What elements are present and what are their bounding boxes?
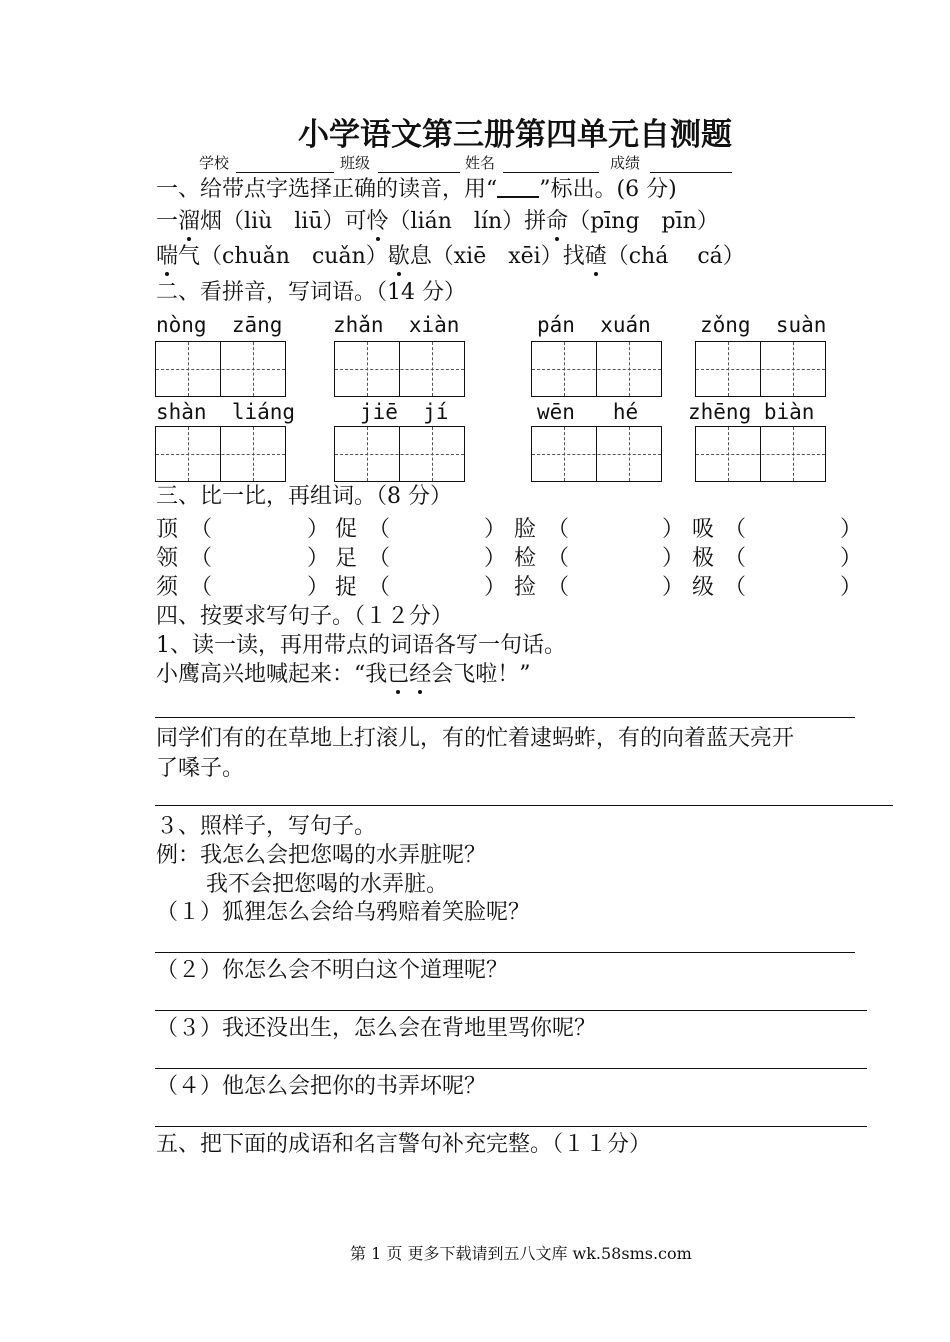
dotted-char: 歇: [387, 244, 410, 269]
compare-char: 须: [156, 575, 179, 600]
paren-close: ）: [662, 517, 685, 542]
dotted-char: 已: [387, 662, 410, 687]
answer-line[interactable]: [155, 1068, 867, 1069]
paren-open: （: [368, 517, 391, 542]
q2-line2: 了嗓子。: [156, 756, 245, 781]
paren-close: ）: [307, 517, 330, 542]
q2-line1: 同学们有的在草地上打滚儿，有的忙着逮蚂蚱，有的向着蓝天亮开: [156, 726, 795, 751]
page-title: 小学语文第三册第四单元自测题: [298, 117, 732, 153]
paren-open: （: [190, 546, 213, 571]
paren-close: ）: [484, 575, 507, 600]
section2-heading: 二、看拼音，写词语。（14 分）: [156, 280, 466, 305]
answer-line[interactable]: [155, 717, 855, 718]
dotted-char: 碴: [584, 244, 607, 269]
score-blank[interactable]: [650, 154, 732, 173]
paren-close: ）: [840, 517, 863, 542]
paren-close: ）: [307, 546, 330, 571]
page-footer: 第 1 页 更多下载请到五八文库 wk.58sms.com: [350, 1244, 692, 1263]
paren-close: ）: [307, 575, 330, 600]
writing-grid[interactable]: [155, 341, 286, 397]
compare-char: 吸: [692, 517, 715, 542]
paren-close: ）: [484, 517, 507, 542]
pinyin-4: zǒng suàn: [700, 313, 827, 337]
mark-underline-sample: [497, 176, 539, 198]
name-blank[interactable]: [503, 154, 599, 173]
example-question: 例：我怎么会把您喝的水弄脏呢？: [156, 843, 487, 868]
paren-close: ）: [662, 546, 685, 571]
writing-grid[interactable]: [334, 341, 465, 397]
paren-open: （: [547, 546, 570, 571]
q1-sentence: 小鹰高兴地喊起来：“我已经会飞啦！”: [156, 662, 531, 687]
paren-open: （: [190, 517, 213, 542]
class-blank[interactable]: [378, 154, 460, 173]
section4-heading: 四、按要求写句子。（１２分）: [156, 604, 454, 629]
compare-char: 检: [514, 546, 537, 571]
compare-char: 足: [335, 546, 358, 571]
answer-line[interactable]: [155, 952, 855, 953]
paren-open: （: [368, 546, 391, 571]
writing-grid[interactable]: [695, 426, 826, 482]
compare-char: 捉: [335, 575, 358, 600]
section5-heading: 五、把下面的成语和名言警句补充完整。（１１分）: [156, 1132, 652, 1157]
writing-grid[interactable]: [695, 341, 826, 397]
dotted-char: 喘: [156, 244, 179, 269]
paren-close: ）: [662, 575, 685, 600]
dotted-char: 怜: [366, 209, 389, 234]
dotted-char: 溜: [178, 209, 201, 234]
paren-close: ）: [840, 546, 863, 571]
pinyin-2: zhǎn xiàn: [333, 313, 460, 337]
pinyin-5: shàn liáng: [156, 400, 296, 424]
dotted-char: 命: [546, 209, 569, 234]
pinyin-7: wēn hé: [537, 400, 639, 424]
school-label: 学校: [199, 154, 230, 172]
score-label: 成绩: [610, 154, 641, 172]
paren-open: （: [547, 517, 570, 542]
section1-row2: 喘气（chuǎn cuǎn）歇息（xiē xēi）找碴（chá cá）: [156, 244, 745, 269]
paren-open: （: [368, 575, 391, 600]
paren-close: ）: [484, 546, 507, 571]
compare-char: 顶: [156, 517, 179, 542]
writing-grid[interactable]: [155, 426, 286, 482]
pinyin-6: jiē jí: [360, 400, 449, 424]
q1-instruction: 1、读一读，再用带点的词语各写一句话。: [156, 633, 566, 658]
q3-instruction: ３、照样子，写句子。: [156, 814, 377, 839]
section1-row1: 一溜烟（liù liū）可怜（lián lín）拼命（pīng pīn）: [156, 209, 719, 234]
name-label: 姓名: [465, 154, 496, 172]
pinyin-1: nòng zāng: [156, 313, 283, 337]
section3-heading: 三、比一比，再组词。（8 分）: [156, 484, 452, 509]
answer-line[interactable]: [155, 805, 893, 806]
pinyin-8: zhēng biàn: [688, 400, 815, 424]
section1-heading: 一、给带点字选择正确的读音，用“ ”标出。(6 分): [156, 177, 677, 202]
writing-grid[interactable]: [334, 426, 465, 482]
item-1: （１）狐狸怎么会给乌鸦赔着笑脸呢？: [156, 900, 531, 925]
answer-line[interactable]: [155, 1126, 867, 1127]
compare-char: 脸: [514, 517, 537, 542]
answer-line[interactable]: [155, 1010, 867, 1011]
writing-grid[interactable]: [531, 426, 662, 482]
paren-open: （: [190, 575, 213, 600]
pinyin-3: pán xuán: [537, 313, 651, 337]
item-4: （４）他怎么会把你的书弄坏呢？: [156, 1074, 487, 1099]
paren-open: （: [724, 546, 747, 571]
paren-open: （: [724, 575, 747, 600]
compare-char: 级: [692, 575, 715, 600]
class-label: 班级: [340, 154, 371, 172]
compare-char: 领: [156, 546, 179, 571]
dotted-char: 经: [409, 662, 432, 687]
compare-char: 捡: [514, 575, 537, 600]
item-3: （３）我还没出生，怎么会在背地里骂你呢？: [156, 1016, 597, 1041]
writing-grid[interactable]: [531, 341, 662, 397]
paren-open: （: [547, 575, 570, 600]
compare-char: 极: [692, 546, 715, 571]
example-answer: 我不会把您喝的水弄脏。: [206, 872, 449, 897]
paren-open: （: [724, 517, 747, 542]
item-2: （２）你怎么会不明白这个道理呢？: [156, 958, 509, 983]
school-blank[interactable]: [236, 154, 334, 173]
compare-char: 促: [335, 517, 358, 542]
paren-close: ）: [840, 575, 863, 600]
